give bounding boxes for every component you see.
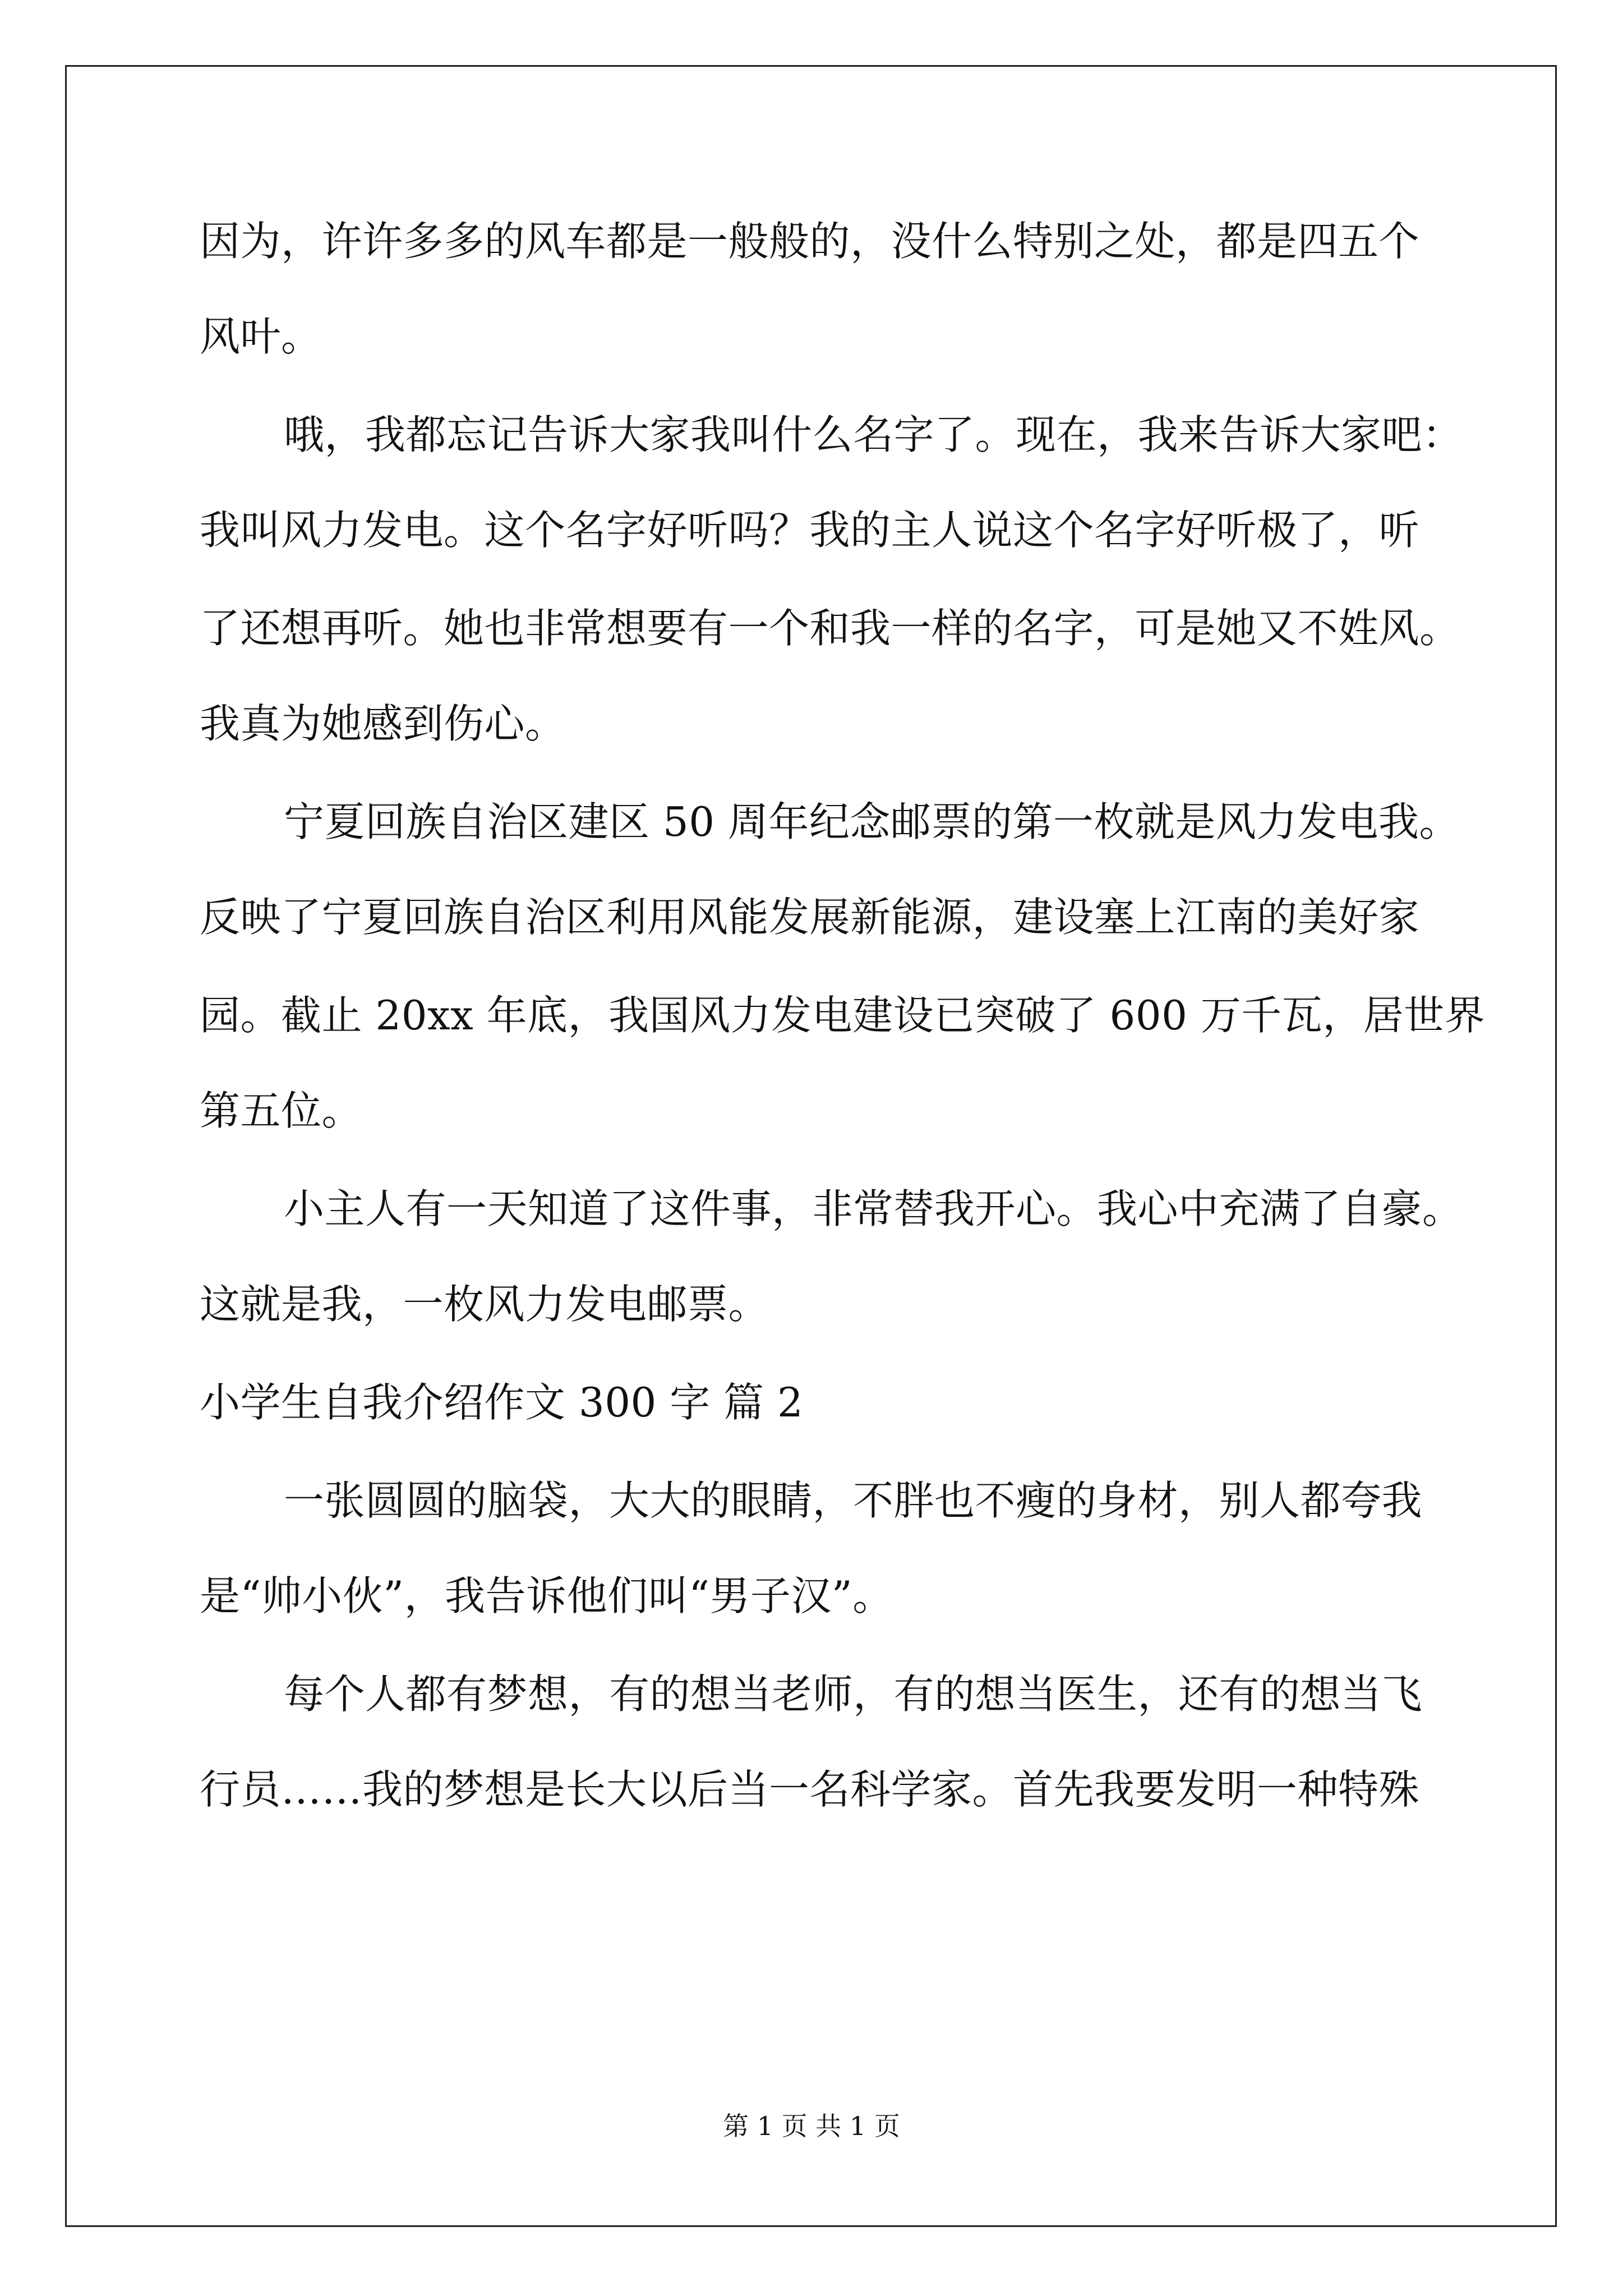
paragraph-start-line: 每个人都有梦想，有的想当老师，有的想当医生，还有的想当飞 [284,1671,1423,1718]
text-line: 了还想再听。她也非常想要有一个和我一样的名字，可是她又不姓风。 [200,605,1460,652]
page-border [65,65,1557,2227]
page-footer: 第 1 页 共 1 页 [723,2111,900,2141]
section-heading: 小学生自我介绍作文 300 字 篇 2 [200,1379,804,1426]
text-line: 第五位。 [200,1087,363,1134]
text-line: 园。截止 20xx 年底，我国风力发电建设已突破了 600 万千瓦，居世界 [200,992,1486,1039]
paragraph-start-line: 哦，我都忘记告诉大家我叫什么名字了。现在，我来告诉大家吧： [284,411,1463,458]
paragraph-start-line: 小主人有一天知道了这件事，非常替我开心。我心中充满了自豪。 [284,1185,1463,1232]
paragraph-start-line: 宁夏回族自治区建区 50 周年纪念邮票的第一枚就是风力发电我。 [284,798,1460,845]
paragraph-start-line: 一张圆圆的脑袋，大大的眼睛，不胖也不瘦的身材，别人都夸我 [284,1477,1423,1524]
text-line: 风叶。 [200,313,322,360]
text-line: 这就是我，一枚风力发电邮票。 [200,1281,769,1328]
text-line: 反映了宁夏回族自治区利用风能发展新能源，建设塞上江南的美好家 [200,894,1420,941]
text-line: 我真为她感到伤心。 [200,700,566,747]
text-line: 行员……我的梦想是长大以后当一名科学家。首先我要发明一种特殊 [200,1766,1420,1813]
text-line: 是“帅小伙”，我告诉他们叫“男子汉”。 [200,1572,893,1619]
text-line: 因为，许许多多的风车都是一般般的，没什么特别之处，都是四五个 [200,218,1420,265]
text-line: 我叫风力发电。这个名字好听吗？我的主人说这个名字好听极了，听 [200,507,1420,554]
